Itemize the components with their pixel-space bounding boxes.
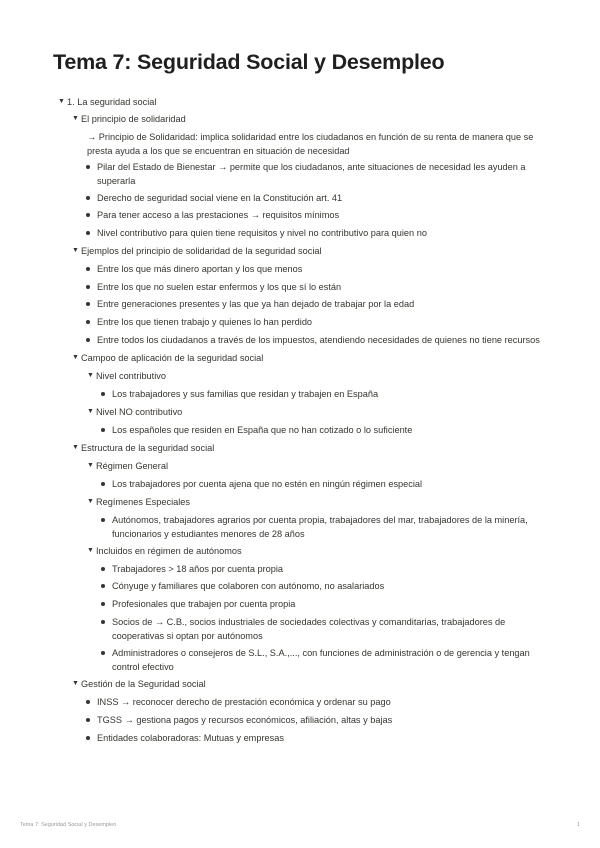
bullet-icon [86, 718, 90, 722]
triangle-down-icon[interactable]: ▼ [87, 547, 94, 554]
list-item-text: Entre todos los ciudadanos a través de los impuestos, atendiendo necesidades de quienes no tiene recursos [97, 335, 540, 345]
triangle-down-icon[interactable]: ▼ [72, 354, 79, 361]
bullet-icon [101, 651, 105, 655]
triangle-down-icon[interactable]: ▼ [72, 680, 79, 687]
triangle-down-icon[interactable]: ▼ [87, 462, 94, 469]
list-item [86, 695, 536, 709]
triangle-down-icon[interactable]: ▼ [72, 247, 79, 254]
list-item-text: Entre los que no suelen estar enfermos y los que sí lo están [97, 282, 342, 292]
list-item-text: gestiona pagos y recursos económicos, afiliación, altas y bajas [136, 715, 393, 725]
bullet-icon [86, 700, 90, 704]
list-item [101, 579, 533, 593]
list-item-text: Entre los que más dinero aportan y los que menos [97, 264, 303, 274]
toggle-gestion[interactable] [72, 677, 542, 691]
toggle-label: 1. La seguridad social [67, 97, 157, 107]
arrow-right-icon: → [154, 617, 165, 627]
list-item-text: Para tener acceso a las prestaciones [97, 210, 249, 220]
list-item-text: Entidades colaboradoras: Mutuas y empresas [97, 733, 284, 743]
list-item [101, 646, 533, 674]
bullet-icon [86, 320, 90, 324]
bullet-icon [86, 736, 90, 740]
toggle-campo-aplicacion[interactable] [72, 351, 542, 365]
list-item [86, 208, 536, 222]
footer-title: Tema 7: Seguridad Social y Desempleo [20, 822, 117, 828]
list-item [86, 160, 536, 188]
list-item-text: reconocer derecho de prestación económica y ordenar su pago [132, 697, 391, 707]
toggle-regimen-general[interactable] [87, 459, 537, 473]
arrow-right-icon: → [121, 697, 131, 707]
bullet-icon [101, 567, 105, 571]
toggle-estructura[interactable] [72, 441, 542, 455]
list-item-text: Pilar del Estado de Bienestar [97, 162, 216, 172]
list-item [86, 315, 546, 329]
list-item [86, 226, 536, 240]
page-title: Tema 7: Seguridad Social y Desempleo [53, 50, 445, 74]
definition-paragraph [87, 130, 537, 158]
toggle-label: Nivel contributivo [96, 371, 166, 381]
list-item [86, 280, 546, 294]
list-item [86, 191, 536, 205]
list-item-text: Profesionales que trabajen por cuenta propia [112, 599, 296, 609]
triangle-down-icon[interactable]: ▼ [87, 408, 94, 415]
bullet-icon [101, 392, 105, 396]
list-item-text: Nivel contributivo para quien tiene requisitos y nivel no contributivo para quien no [97, 228, 427, 238]
triangle-down-icon[interactable]: ▼ [87, 498, 94, 505]
toggle-label: Regímenes Especiales [96, 497, 190, 507]
bullet-icon [86, 196, 90, 200]
toggle-regimen-autonomos[interactable] [87, 544, 537, 558]
list-item-text: permite que los ciudadanos, ante situaciones de necesidad les ayuden a superarla [97, 162, 526, 186]
bullet-icon [86, 302, 90, 306]
arrow-right-icon: → [250, 210, 260, 220]
toggle-label: Campoo de aplicación de la seguridad social [81, 353, 264, 363]
bullet-icon [101, 428, 105, 432]
list-item-text: requisitos mínimos [262, 210, 340, 220]
toggle-nivel-contributivo[interactable] [87, 369, 537, 383]
toggle-label: Incluidos en régimen de autónomos [96, 546, 242, 556]
bullet-icon [86, 338, 90, 342]
list-item-text: Entre generaciones presentes y las que ya han dejado de trabajar por la edad [97, 299, 415, 309]
list-item [101, 562, 533, 576]
arrow-right-icon: → [218, 162, 228, 172]
list-item [86, 262, 546, 276]
list-item [86, 713, 536, 727]
list-item-text: Socios de [112, 617, 153, 627]
list-item-text: Derecho de seguridad social viene en la Constitución art. 41 [97, 193, 343, 203]
bullet-icon [86, 231, 90, 235]
toggle-label: Ejemplos del principio de solidaridad de la seguridad social [81, 246, 322, 256]
list-item-text: Los españoles que residen en España que no han cotizado o lo suficiente [112, 425, 413, 435]
list-item-text: INSS [97, 697, 119, 707]
list-item-text: Los trabajadores y sus familias que residan y trabajen en España [112, 389, 379, 399]
bullet-icon [101, 602, 105, 606]
bullet-icon [101, 518, 105, 522]
list-item-text: Trabajadores > 18 años por cuenta propia [112, 564, 284, 574]
bullet-icon [86, 213, 90, 217]
bullet-icon [101, 482, 105, 486]
list-item [101, 597, 533, 611]
triangle-down-icon[interactable]: ▼ [72, 115, 79, 122]
toggle-label: Gestión de la Seguridad social [81, 679, 206, 689]
list-item-text: TGSS [97, 715, 123, 725]
list-item-text: C.B., socios industriales de sociedades colectivas y comanditarias, trabajadores de cooperativas si optan por autónomos [112, 617, 506, 641]
toggle-label: Estructura de la seguridad social [81, 443, 215, 453]
list-item [101, 513, 533, 541]
list-item-text: Administradores o consejeros de S.L., S.A.,..., con funciones de administración o de gerencia y tengan control efectivo [112, 648, 530, 672]
footer-page-number: 1 [577, 822, 581, 828]
bullet-icon [101, 620, 105, 624]
list-item [86, 297, 546, 311]
bullet-icon [101, 584, 105, 588]
list-item [101, 615, 533, 643]
list-item-text: Los trabajadores por cuenta ajena que no estén en ningún régimen especial [112, 479, 423, 489]
toggle-regimenes-especiales[interactable] [87, 495, 537, 509]
toggle-nivel-no-contributivo[interactable] [87, 405, 537, 419]
list-item-text: Cónyuge y familiares que colaboren con autónomo, no asalariados [112, 581, 385, 591]
arrow-right-icon: → [124, 715, 134, 725]
list-item [86, 731, 536, 745]
toggle-label: Nivel NO contributivo [96, 407, 183, 417]
list-item [101, 387, 541, 401]
toggle-la-seguridad-social[interactable] [58, 95, 538, 109]
toggle-principio-solidaridad[interactable] [72, 112, 542, 126]
triangle-down-icon[interactable]: ▼ [87, 372, 94, 379]
definition-text: Principio de Solidaridad: implica solidaridad entre los ciudadanos en función de su renta de manera que se presta ayuda a los que se encuentran en situación de necesidad [87, 132, 534, 156]
bullet-icon [86, 165, 90, 169]
toggle-label: Régimen General [96, 461, 169, 471]
toggle-ejemplos-solidaridad[interactable] [72, 244, 542, 258]
triangle-down-icon[interactable]: ▼ [72, 444, 79, 451]
list-item [101, 423, 541, 437]
list-item-text: Autónomos, trabajadores agrarios por cuenta propia, trabajadores del mar, trabajadores de la minería, funcionarios y estudiantes menores de 28 años [112, 515, 528, 539]
list-item [101, 477, 541, 491]
triangle-down-icon[interactable]: ▼ [58, 98, 65, 105]
toggle-label: El principio de solidaridad [81, 114, 186, 124]
list-item [86, 333, 556, 347]
bullet-icon [86, 267, 90, 271]
list-item-text: Entre los que tienen trabajo y quienes lo han perdido [97, 317, 313, 327]
bullet-icon [86, 285, 90, 289]
arrow-right-icon: → [87, 132, 97, 142]
